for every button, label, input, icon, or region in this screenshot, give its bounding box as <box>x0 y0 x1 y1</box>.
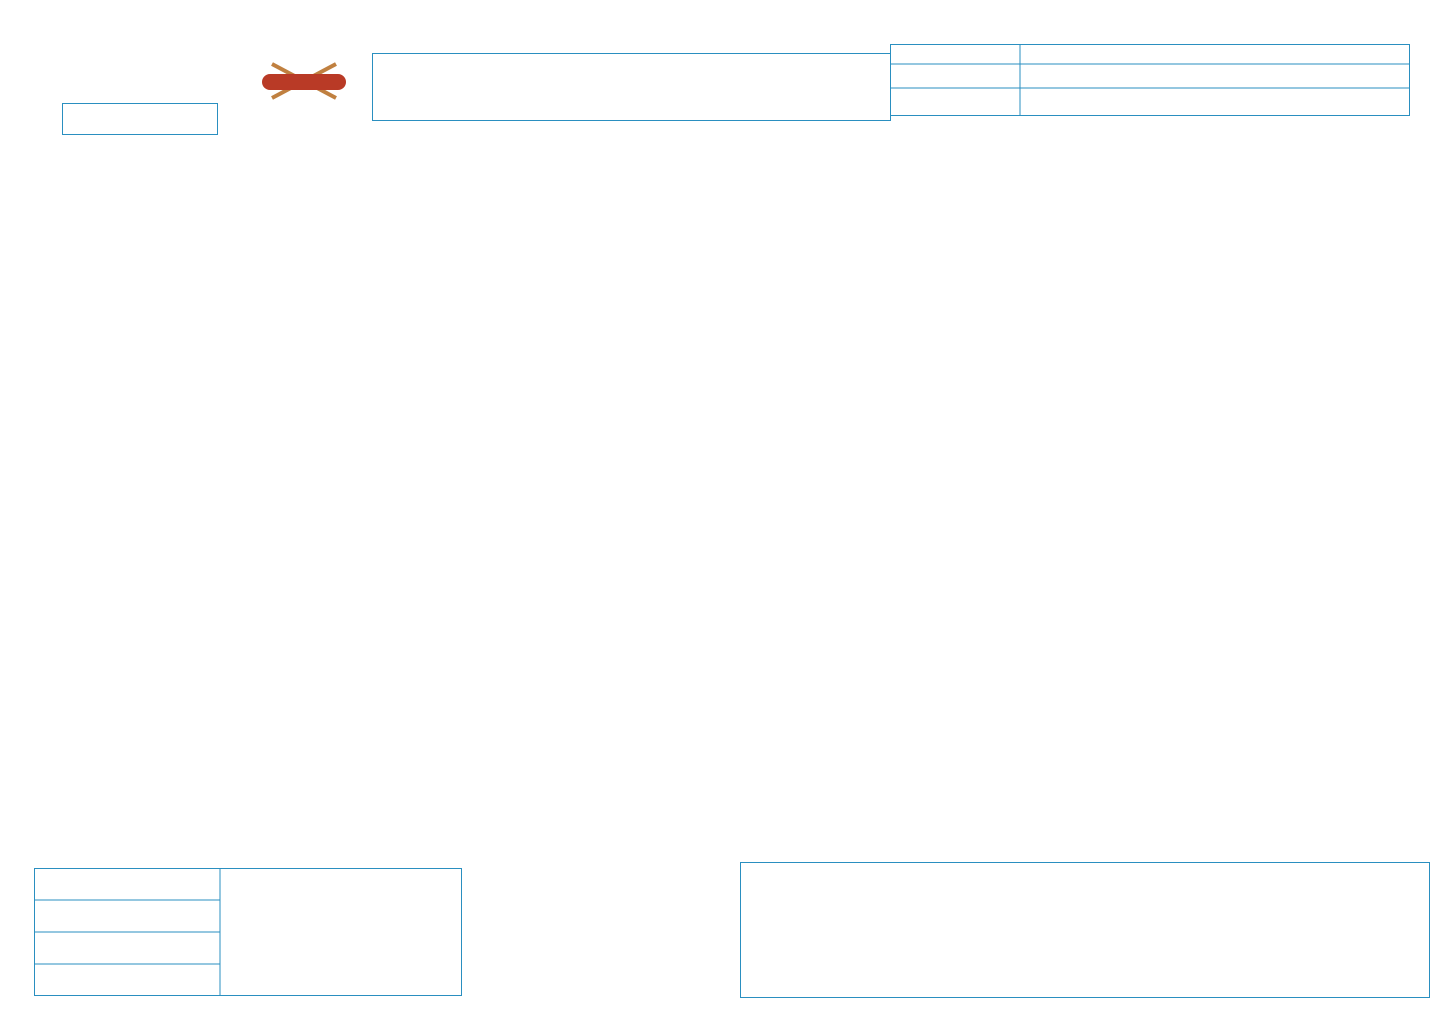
scoring-grid <box>34 120 1424 870</box>
league-logo <box>258 60 350 104</box>
game-header <box>372 53 891 121</box>
line-score <box>890 44 1410 116</box>
game-info-box <box>34 868 462 996</box>
pitching-table <box>740 862 1430 998</box>
